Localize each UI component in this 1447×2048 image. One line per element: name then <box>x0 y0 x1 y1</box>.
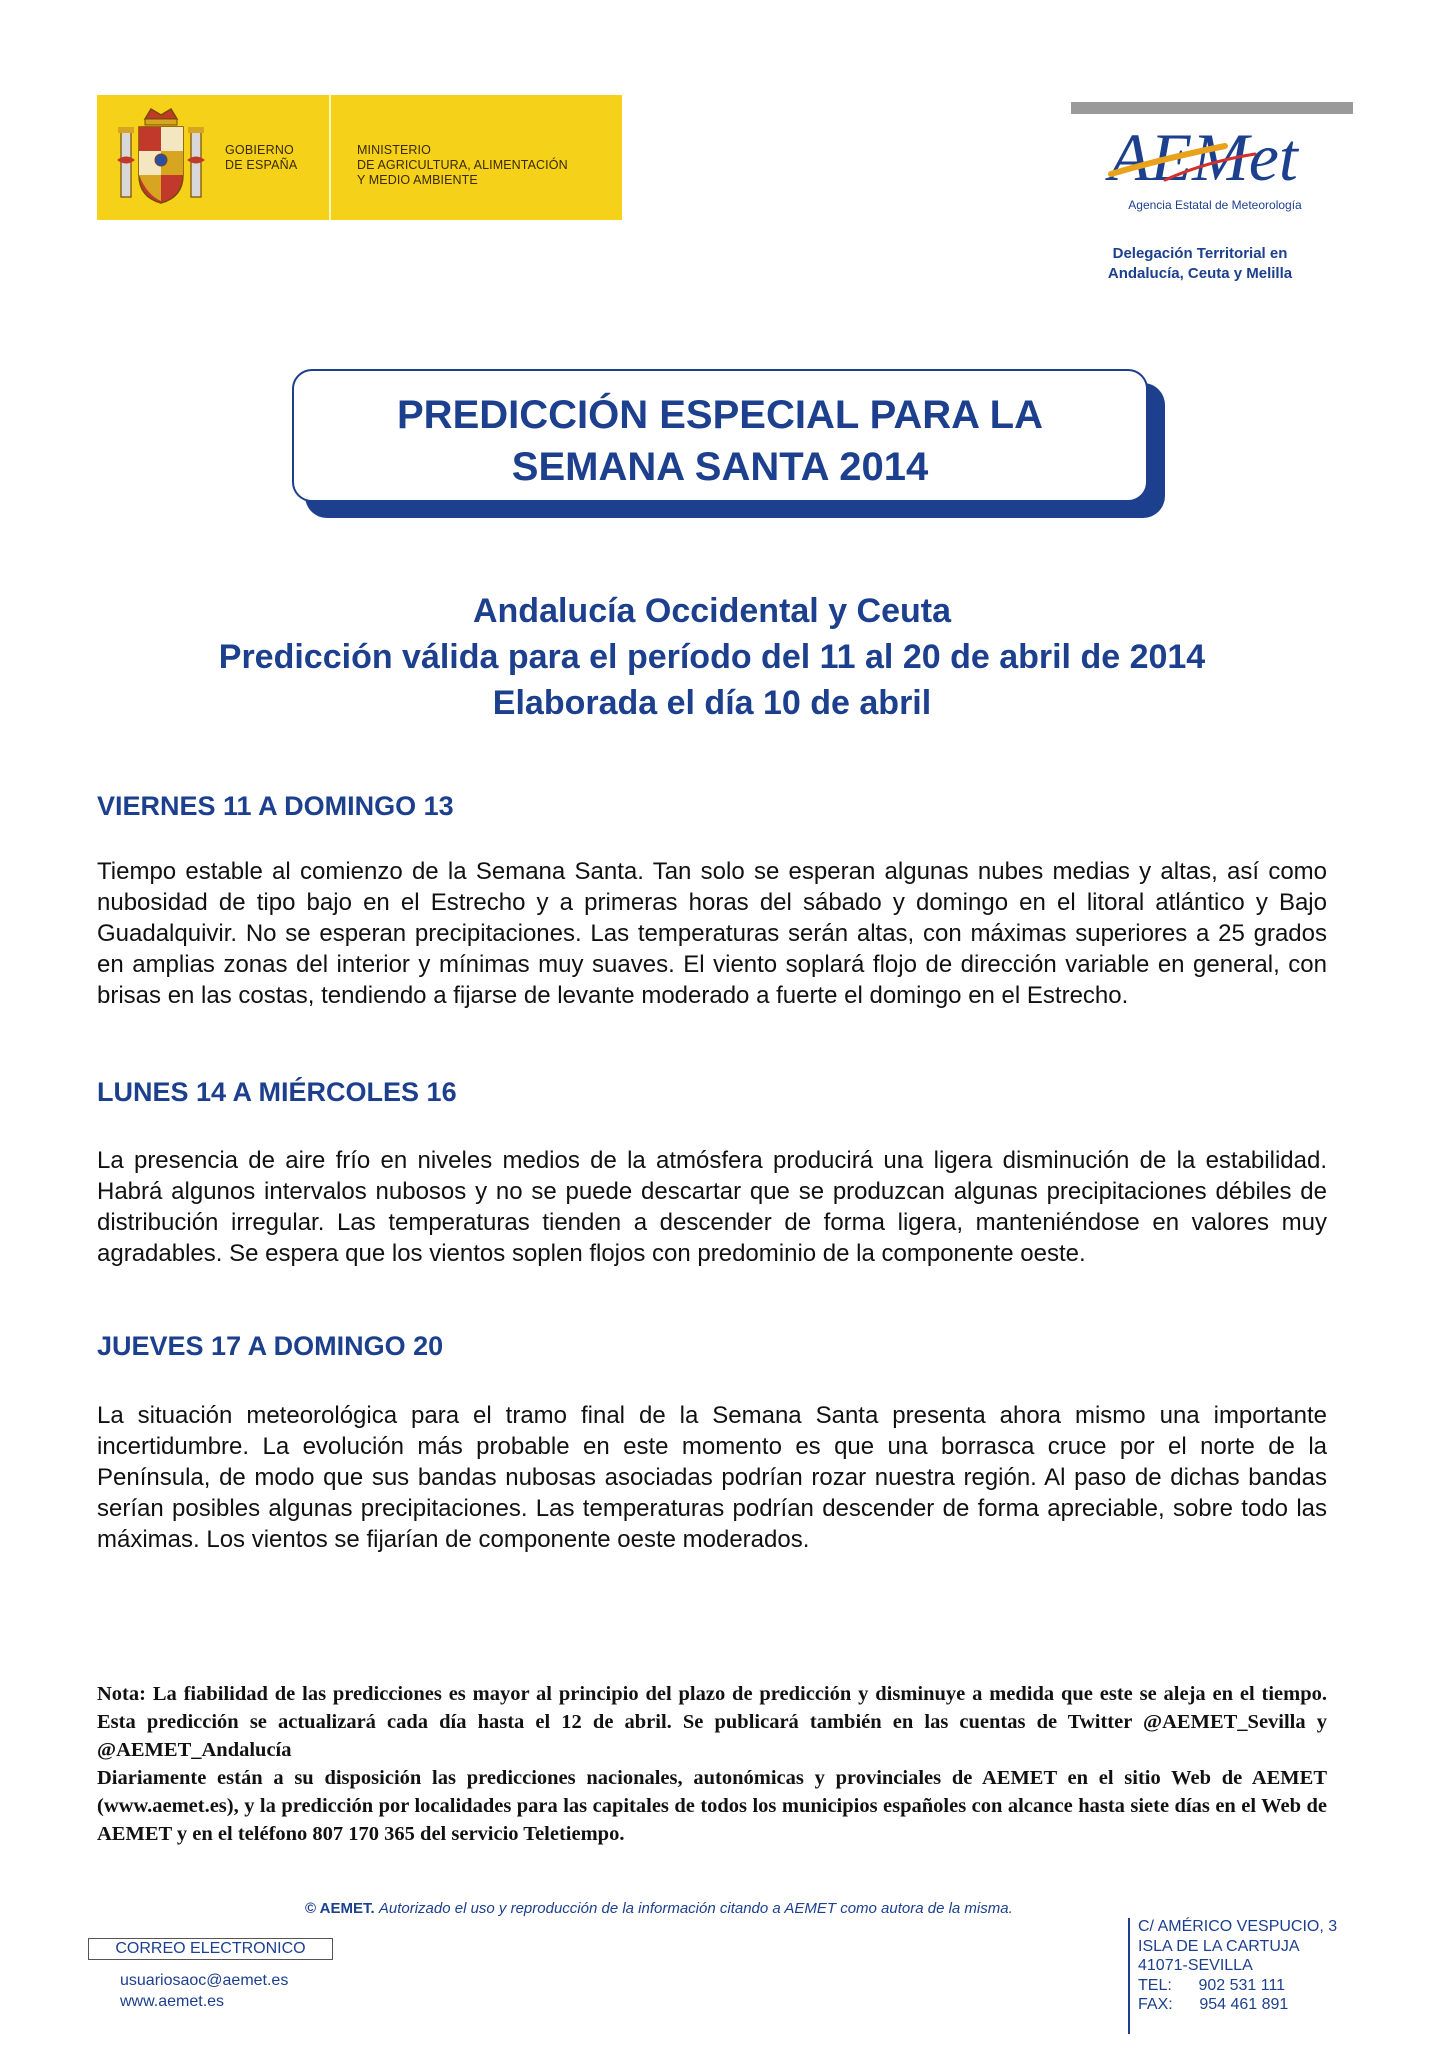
agency-name: Agencia Estatal de Meteorología <box>1128 198 1302 212</box>
coat-of-arms-icon <box>115 105 207 210</box>
phone-number: TEL: 902 531 111 <box>1138 1976 1286 1994</box>
page-title-line2: SEMANA SANTA 2014 <box>511 445 929 489</box>
delegation-line2: Andalucía, Ceuta y Melilla <box>1107 265 1293 282</box>
ministry-name-line2: DE AGRICULTURA, ALIMENTACIÓN <box>357 158 568 172</box>
section-body-3: La situación meteorológica para el tramo final de la Semana Santa presenta ahora mismo una importante incertidumbre. La evolución más probable en este momento es que una borrasca cruce por el norte de la Península, de modo que sus bandas nubosas asociadas podrían rozar nuestra región. Al paso de dichas bandas serían posibles algunas precipitaciones. Las temperaturas podrían descender de forma apreciable, sobre todo las máximas. Los vientos se fijarían de componente oeste moderados. <box>97 1402 1327 1553</box>
fax-number: FAX: 954 461 891 <box>1138 1996 1289 2013</box>
note-paragraph-2: Diariamente están a su disposición las predicciones nacionales, autonómicas y provinciales de AEMET en el sitio Web de AEMET (www.aemet.es), y la predicción por localidades para las capitales de todos los municipios españoles con alcance hasta siete días en el Web de AEMET y en el teléfono 807 170 365 del servicio Teletiempo. <box>97 1767 1327 1845</box>
postal-address <box>1138 1917 1358 2015</box>
ministry-name-line1: MINISTERIO <box>357 143 431 157</box>
address-line3: 41071-SEVILLA <box>1138 1957 1253 1974</box>
government-name-line1: GOBIERNO <box>225 143 294 157</box>
government-banner <box>97 95 622 220</box>
section-heading-3: JUEVES 17 A DOMINGO 20 <box>97 1331 444 1361</box>
ministry-name-line3: Y MEDIO AMBIENTE <box>357 173 478 187</box>
section-heading-1: VIERNES 11 A DOMINGO 13 <box>97 791 454 821</box>
address-line2: ISLA DE LA CARTUJA <box>1138 1937 1300 1955</box>
note-paragraph-1: Nota: La fiabilidad de las predicciones es mayor al principio del plazo de predicción y disminuye a medida que este se aleja en el tiempo. Esta predicción se actualizará cada día hasta el 12 de abril. Se publicará también en las cuentas de Twitter @AEMET_Sevilla y @AEMET_Andalucía <box>97 1683 1327 1761</box>
aemet-header-bar <box>1071 102 1353 114</box>
section-body-1: Tiempo estable al comienzo de la Semana Santa. Tan solo se esperan algunas nubes medias y altas, así como nubosidad de tipo bajo en el Estrecho y a primeras horas del sábado y domingo en el litoral atlántico y Bajo Guadalquivir. No se esperan precipitaciones. Las temperaturas serán altas, con máximas superiores a 25 grados en amplias zonas del interior y mínimas muy suaves. El viento soplará flojo de dirección variable en general, con brisas en las costas, tendiendo a fijarse de levante moderado a fuerte el domingo en el Estrecho. <box>97 858 1327 1009</box>
copyright-text: Autorizado el uso y reproducción de la información citando a AEMET como autora de la misma. <box>378 1900 1013 1917</box>
aemet-logo-text: AEMet <box>1109 119 1298 190</box>
email-link[interactable]: usuariosaoc@aemet.es <box>120 1972 289 1989</box>
email-box-label: CORREO ELECTRONICO <box>88 1938 333 1960</box>
contact-links <box>120 1970 380 2012</box>
subtitle-validity: Predicción válida para el período del 11 al 20 de abril de 2014 <box>218 638 1206 676</box>
forecast-subtitle <box>97 588 1327 726</box>
address-line1: C/ AMÉRICO VESPUCIO, 3 <box>1138 1918 1338 1935</box>
website-link[interactable]: www.aemet.es <box>120 1993 225 2010</box>
aemet-logo <box>1105 118 1335 190</box>
subtitle-issued: Elaborada el día 10 de abril <box>492 684 932 722</box>
page-title <box>294 389 1146 493</box>
reliability-note <box>97 1680 1327 1848</box>
section-heading-2: LUNES 14 A MIÉRCOLES 16 <box>97 1077 457 1107</box>
address-divider <box>1128 1918 1130 2034</box>
delegation-label <box>1065 244 1335 284</box>
government-name <box>225 143 320 173</box>
section-body-2: La presencia de aire frío en niveles medios de la atmósfera producirá una ligera disminución de la estabilidad. Habrá algunos intervalos nubosos y no se puede descartar que se produzcan algunas precipitaciones débiles de distribución irregular. Las temperaturas tienden a descender de forma ligera, manteniéndose en valores muy agradables. Se espera que los vientos soplen flojos con predominio de la componente oeste. <box>97 1147 1327 1267</box>
banner-divider <box>329 95 331 220</box>
title-box <box>292 369 1148 502</box>
government-name-line2: DE ESPAÑA <box>225 158 298 172</box>
subtitle-region: Andalucía Occidental y Ceuta <box>472 592 952 630</box>
copyright-line <box>305 1900 1125 1917</box>
page-title-line1: PREDICCIÓN ESPECIAL PARA LA <box>397 393 1043 437</box>
delegation-line1: Delegación Territorial en <box>1112 245 1288 262</box>
ministry-name <box>357 143 617 188</box>
copyright-mark: © AEMET. <box>305 1900 375 1917</box>
